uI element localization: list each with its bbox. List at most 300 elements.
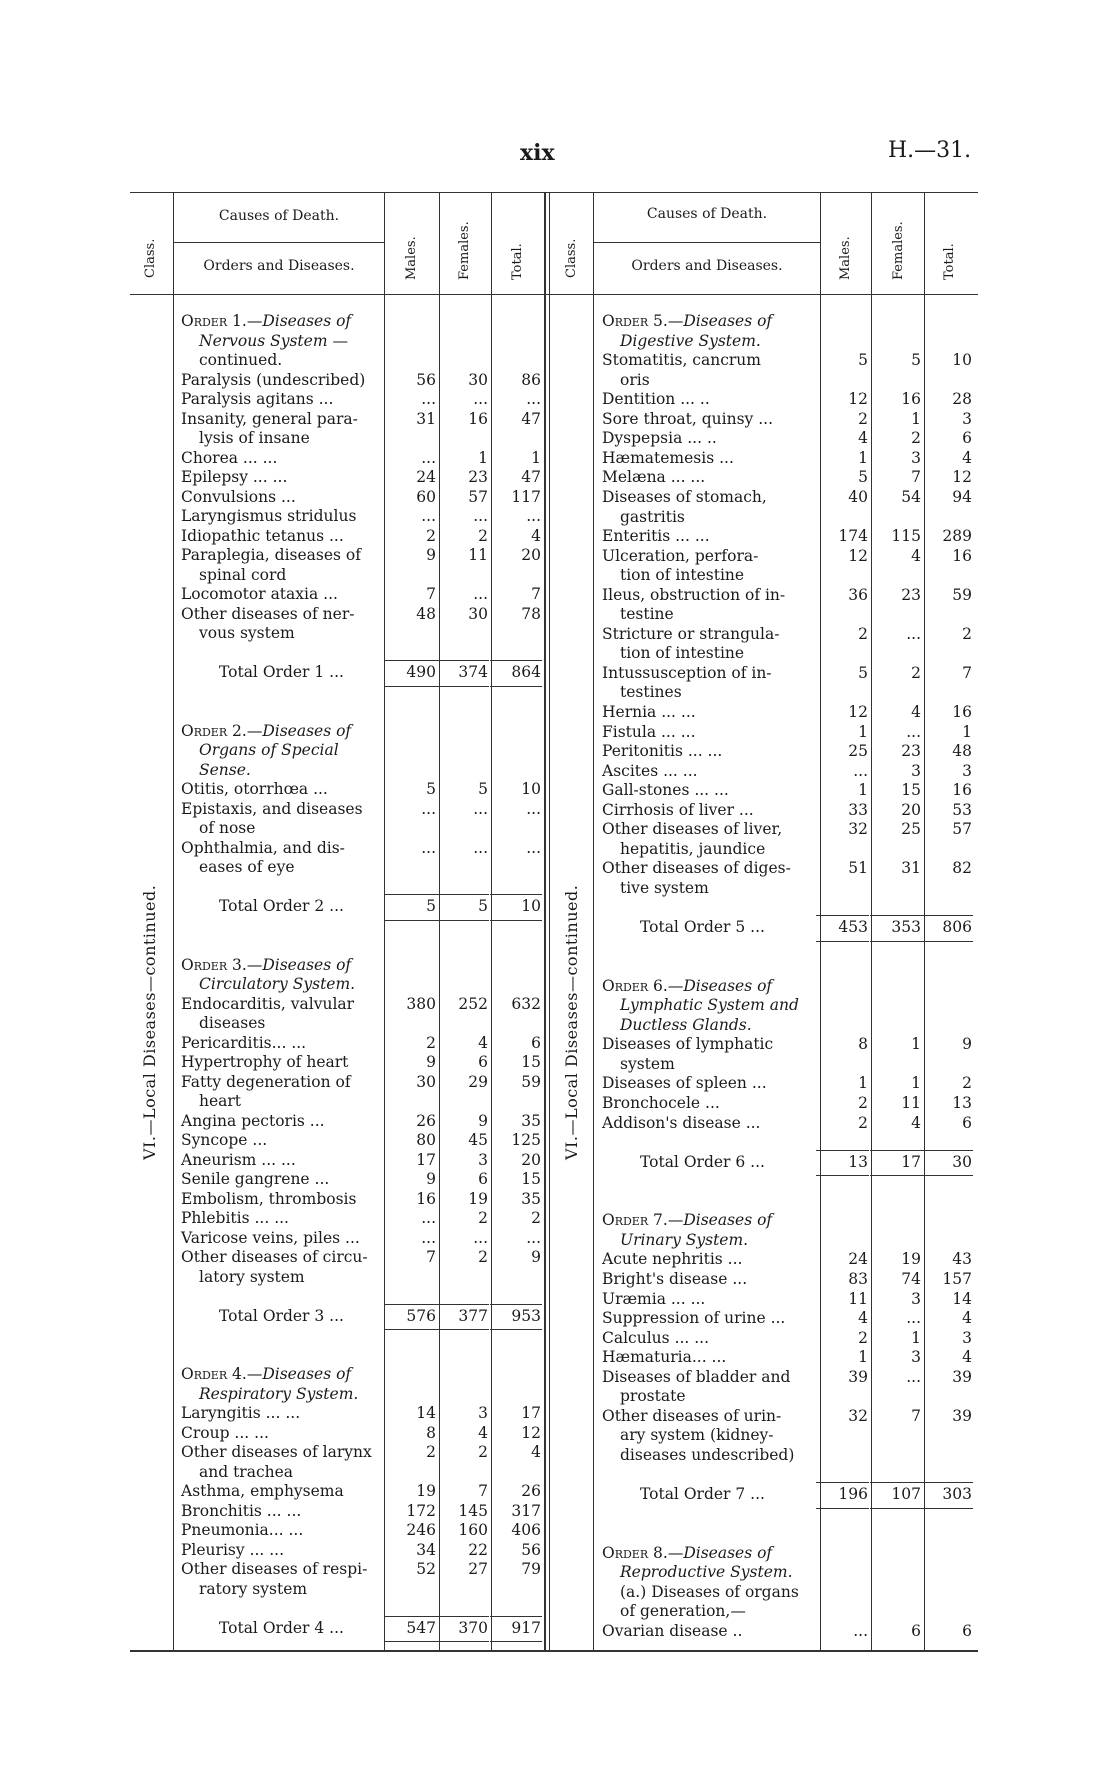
left-row-label: Other diseases of respi- [181,1560,368,1578]
right-total-value: 157 [942,1269,972,1288]
left-females-header: Females. [457,221,472,280]
right-females-value: 23 [901,742,921,761]
left-row-label: Epilepsy ... ... [181,468,288,486]
right-table-row [0,840,1114,860]
header-bottom-rule [130,294,978,295]
right-females-value: 7 [911,1406,921,1425]
left-males-value: 24 [416,468,436,486]
left-class-label: VI.—Local Diseases—continued. [140,884,159,1160]
right-males-value: 1 [858,448,868,467]
right-total-value: 39 [952,1406,972,1425]
right-males-value: 4 [858,1309,868,1328]
right-table-row [0,664,1114,684]
left-row-label: Ophthalmia, and dis- [181,838,345,857]
right-females-value: 4 [911,1113,921,1132]
right-row-label: Suppression of urine ... [602,1309,786,1328]
right-row-label: Peritonitis ... ... [602,742,723,761]
left-row-label: Phlebitis ... ... [181,1209,289,1227]
left-females-value: 7 [478,1482,488,1500]
left-total-value: 47 [521,468,541,486]
left-total-value: 7 [531,585,541,603]
right-males-value: 12 [848,703,868,721]
right-class-header: Class. [564,238,579,278]
right-row-label: prostate [620,1387,686,1406]
right-males-value: 11 [848,1289,868,1308]
right-row-label: Calculus ... ... [602,1328,710,1347]
left-total-value: 1 [531,448,541,467]
right-table-row [0,1055,1114,1075]
right-row-label: Other diseases of urin- [602,1406,782,1425]
left-males-value: 26 [416,1111,436,1130]
right-row-label: ary system (kidney- [620,1426,774,1445]
left-females-value: 27 [468,1560,488,1578]
left-females-value: 30 [468,370,488,389]
left-total-value: 17 [521,1404,541,1422]
left-females-value: 23 [468,468,488,486]
left-row-label: continued. [199,351,283,369]
right-table-row [0,1329,1114,1349]
left-row-label: Laryngitis ... ... [181,1404,301,1422]
right-table-row [0,1172,1114,1192]
left-total-value: 35 [521,1111,541,1130]
left-row-label: vous system [199,624,295,642]
left-total-value: 20 [521,1150,541,1169]
table-top-rule [130,192,978,193]
right-table-row [0,1505,1114,1525]
right-total-value: 16 [952,781,972,800]
left-males-value: 60 [416,487,436,506]
right-males-value: 174 [838,527,868,546]
left-females-value: 2 [478,1248,488,1266]
right-order-heading [0,977,1114,997]
right-females-value: 4 [911,546,921,565]
right-table-row [0,879,1114,899]
left-males-value: 16 [416,1189,436,1208]
right-females-value: 20 [901,800,921,819]
left-row-label: Angina pectoris ... [181,1111,325,1130]
left-total-value: ... [526,1228,541,1247]
right-row-label: Digestive System. [620,331,761,350]
left-row-label: Locomotor ataxia ... [181,585,338,603]
left-total-value: 12 [521,1423,541,1442]
left-females-value: 4 [478,1423,488,1442]
right-males-value: 32 [848,1406,868,1425]
left-total-value: 406 [511,1521,541,1539]
left-males-value: 80 [416,1131,436,1149]
left-females-value: 22 [468,1540,488,1559]
left-males-value: 30 [416,1072,436,1091]
right-row-label: Urinary System. [620,1230,749,1249]
left-total-value: 35 [521,1189,541,1208]
left-row-label: Hypertrophy of heart [181,1053,349,1071]
right-males-value: ... [853,761,868,780]
right-table-row [0,1306,1114,1329]
right-males-value: 2 [858,624,868,643]
left-males-value: 7 [426,585,436,603]
right-total-value: 53 [952,800,972,819]
right-row-label: Dyspepsia ... .. [602,429,717,448]
right-table-row [0,1250,1114,1270]
left-total-value: 117 [511,487,541,506]
left-males-value: 8 [426,1423,436,1442]
right-females-header: Females. [891,221,906,280]
right-total-value: 6 [962,429,972,448]
left-males-value: ... [421,838,436,857]
left-females-value: 5 [478,780,488,798]
right-males-value: 39 [848,1367,868,1386]
right-table-row [0,371,1114,391]
right-total-value: 94 [952,487,972,506]
left-row-label: Syncope ... [181,1131,268,1149]
right-females-value: 115 [891,527,921,546]
left-row-label: Paraplegia, diseases of [181,546,361,564]
left-row-label: Varicose veins, piles ... [181,1228,360,1247]
left-females-value: ... [473,838,488,857]
right-row-label: Hæmatemesis ... [602,448,734,467]
right-males-value: 12 [848,390,868,409]
right-total-value: 16 [952,703,972,721]
right-row-label: testine [620,605,674,624]
left-females-value: 29 [468,1072,488,1091]
left-total-value: 79 [521,1560,541,1578]
right-table-row [0,859,1114,879]
left-total-value: 15 [521,1053,541,1071]
right-males-value: 5 [858,663,868,682]
right-females-value: 15 [901,781,921,800]
right-total-value: 16 [952,546,972,565]
right-table-row [0,488,1114,508]
left-females-value: 2 [478,526,488,545]
right-table-row [0,723,1114,743]
right-total-value: 4 [962,1309,972,1328]
right-row-label: Order 5.—Diseases of [602,312,773,330]
right-table-row [0,410,1114,430]
right-table-row [0,996,1114,1016]
right-females-value: 2 [911,429,921,448]
right-table-row [0,1563,1114,1583]
left-total-value: 47 [521,409,541,428]
right-row-label: hepatitis, jaundice [620,839,766,858]
right-row-label: Uræmia ... ... [602,1289,706,1308]
right-table-row [0,762,1114,782]
left-row-label: Embolism, thrombosis [181,1189,357,1208]
left-total-value: 6 [531,1033,541,1052]
right-total-rule [870,915,922,916]
left-row-label: Other diseases of larynx [181,1443,372,1461]
left-total-value: ... [526,799,541,818]
right-females-value: 23 [901,585,921,604]
right-table-row [0,1035,1114,1055]
right-order-heading [0,1544,1114,1564]
right-females-value: 74 [901,1269,921,1288]
right-males-value: 32 [848,820,868,839]
left-row-label: lysis of insane [199,429,310,447]
right-males-value: 40 [848,487,868,506]
left-row-label: Sense. [199,760,251,779]
right-row-label: testines [620,683,682,702]
left-females-value: 1 [478,448,488,467]
left-row-label: Order 3.—Diseases of [181,955,352,974]
left-females-value: 2 [478,1443,488,1461]
right-row-label: Reproductive System. [620,1563,793,1582]
left-males-header: Males. [404,236,419,280]
right-table-row [0,644,1114,664]
right-males-value: 8 [858,1035,868,1054]
right-females-value: 11 [901,1094,921,1112]
right-total-value: 303 [942,1485,972,1503]
left-males-value: ... [421,1209,436,1227]
left-row-label: Chorea ... ... [181,448,278,467]
right-row-label: Fistula ... ... [602,722,696,741]
right-males-value: 5 [858,351,868,370]
left-row-label: Fatty degeneration of [181,1072,351,1091]
left-total-value: 10 [521,897,541,915]
left-orders-header: Orders and Diseases. [203,258,355,274]
right-row-label: Ascites ... ... [602,761,698,780]
left-females-value: 6 [478,1053,488,1071]
right-total-value: 57 [952,820,972,839]
left-row-label: Pneumonia... ... [181,1521,304,1539]
right-row-label: Total Order 6 ... [640,1152,765,1171]
right-total-value: 2 [962,1074,972,1093]
left-males-value: 5 [426,897,436,915]
left-males-value: 19 [416,1482,436,1500]
right-total-value: 4 [962,1348,972,1367]
left-males-value: 31 [416,409,436,428]
right-row-label: (a.) Diseases of organs [620,1582,799,1601]
right-total-rule [870,1482,922,1483]
right-males-value: 25 [848,742,868,761]
right-table-row [0,429,1114,449]
right-total-value: 39 [952,1367,972,1386]
left-row-label: spinal cord [199,565,287,584]
left-total-value: 20 [521,546,541,564]
right-females-value: 3 [911,761,921,780]
right-total-value: 2 [962,624,972,643]
left-total-value: 78 [521,604,541,623]
right-total-value: 289 [942,527,972,546]
right-total-rule [816,1482,869,1483]
left-females-value: 19 [468,1189,488,1208]
left-females-value: ... [473,1228,488,1247]
left-males-value: 2 [426,526,436,545]
left-females-value: 145 [458,1501,488,1520]
right-total-header: Total. [942,243,957,280]
right-total-value: 4 [962,448,972,467]
left-males-value: 5 [426,780,436,798]
left-total-value: 953 [511,1306,541,1325]
left-row-label: Laryngismus stridulus [181,507,357,525]
left-total-value: 2 [531,1209,541,1227]
right-females-value: 6 [911,1621,921,1640]
right-row-label: Total Order 5 ... [640,918,765,937]
left-row-label: diseases [199,1014,266,1032]
left-males-value: ... [421,1228,436,1247]
left-males-value: 14 [416,1404,436,1422]
right-total-value: 12 [952,468,972,487]
right-row-label: diseases undescribed) [620,1445,795,1464]
left-row-label: Other diseases of circu- [181,1248,368,1266]
right-row-label: Stricture or strangula- [602,624,780,643]
left-total-header: Total. [510,243,525,280]
right-total-value: 1 [962,722,972,741]
left-females-value: ... [473,507,488,525]
right-table-row [0,1622,1114,1642]
right-table-row [0,605,1114,625]
left-row-label: Convulsions ... [181,487,296,506]
left-row-label: Total Order 2 ... [219,897,344,915]
right-row-label: Bronchocele ... [602,1094,720,1112]
right-table-row [0,1074,1114,1094]
right-row-label: Other diseases of diges- [602,859,791,878]
right-males-value: 2 [858,1328,868,1347]
right-table-row [0,1524,1114,1544]
right-total-value: 30 [952,1152,972,1171]
left-total-value: ... [526,507,541,525]
right-row-label: Diseases of spleen ... [602,1074,767,1093]
right-total-rule [816,915,869,916]
right-females-value: 16 [901,390,921,409]
right-total-rule [921,1150,973,1151]
left-females-value: 30 [468,604,488,623]
right-males-value: 1 [858,781,868,800]
left-total-value: 10 [521,780,541,798]
left-row-label: Aneurism ... ... [181,1150,296,1169]
left-females-value: 5 [478,897,488,915]
left-males-value: 246 [406,1521,436,1539]
right-table-row [0,547,1114,567]
right-row-label: Diseases of stomach, [602,487,767,506]
right-males-header: Males. [838,236,853,280]
right-females-value: 19 [901,1250,921,1269]
right-row-label: Sore throat, quinsy ... [602,409,773,428]
left-females-value: 374 [458,663,488,681]
right-row-label: Intussusception of in- [602,663,772,682]
right-females-value: ... [906,1367,921,1386]
right-males-value: 1 [858,722,868,741]
right-table-row [0,1602,1114,1622]
right-row-label: Ovarian disease .. [602,1621,743,1640]
right-table-row [0,781,1114,801]
right-row-label: Other diseases of liver, [602,820,783,839]
right-males-value: 196 [838,1485,868,1503]
left-males-value: 7 [426,1248,436,1266]
right-total-value: 3 [962,761,972,780]
right-males-value: 13 [848,1152,868,1171]
right-males-value: ... [853,1621,868,1640]
right-total-value: 6 [962,1113,972,1132]
right-males-value: 2 [858,409,868,428]
right-males-value: 51 [848,859,868,878]
right-total-value: 7 [962,663,972,682]
left-row-label: Total Order 3 ... [219,1306,344,1325]
right-total-value: 48 [952,742,972,761]
left-females-value: 4 [478,1033,488,1052]
left-females-value: 370 [458,1618,488,1637]
right-females-value: 1 [911,1035,921,1054]
right-row-label: Total Order 7 ... [640,1485,765,1503]
left-total-value: 86 [521,370,541,389]
right-total-value: 3 [962,1328,972,1347]
right-females-value: 25 [901,820,921,839]
right-males-value: 4 [858,429,868,448]
left-females-value: 9 [478,1111,488,1130]
right-row-label: Addison's disease ... [602,1113,761,1132]
left-males-value: 9 [426,546,436,564]
left-males-value: 490 [406,663,436,681]
right-males-value: 2 [858,1113,868,1132]
left-males-value: 52 [416,1560,436,1578]
left-total-value: 632 [511,994,541,1013]
left-row-label: Organs of Special [199,741,339,759]
right-table-row [0,820,1114,840]
right-table-row [0,1407,1114,1427]
right-table-row [0,449,1114,469]
left-row-label: latory system [199,1267,305,1286]
right-table-row [0,625,1114,645]
right-causes-underline [594,242,820,243]
left-females-value: 2 [478,1209,488,1227]
right-males-value: 33 [848,800,868,819]
left-total-value: 917 [511,1618,541,1637]
right-females-value: ... [906,624,921,643]
right-table-row [0,1446,1114,1466]
right-females-value: 3 [911,1289,921,1308]
right-table-row [0,1423,1114,1446]
right-row-label: Ulceration, perfora- [602,546,759,565]
right-table-row [0,1267,1114,1290]
right-table-row [0,351,1114,371]
left-total-value: 125 [511,1131,541,1149]
left-total-value: 4 [531,1443,541,1461]
right-row-label: Diseases of lymphatic [602,1035,774,1054]
right-table-row [0,957,1114,977]
left-females-value: ... [473,390,488,408]
left-females-value: 377 [458,1306,488,1325]
right-table-row [0,1384,1114,1407]
left-row-label: Croup ... ... [181,1423,269,1442]
left-females-value: 3 [478,1150,488,1169]
left-row-label: Other diseases of ner- [181,604,355,623]
right-table-row [0,1348,1114,1368]
right-row-label: Order 8.—Diseases of [602,1543,773,1562]
left-total-value: 317 [511,1501,541,1520]
left-males-value: 380 [406,994,436,1013]
left-row-label: Paralysis (undescribed) [181,370,366,389]
left-males-value: 9 [426,1170,436,1188]
page-number: xix [520,140,555,166]
right-total-value: 43 [952,1250,972,1269]
left-row-label: Order 2.—Diseases of [181,721,352,740]
left-males-value: 172 [406,1501,436,1520]
right-females-value: 17 [901,1152,921,1171]
left-males-value: 547 [406,1618,436,1637]
right-row-label: Hernia ... ... [602,703,696,721]
left-males-value: 17 [416,1150,436,1169]
right-table-row [0,1583,1114,1603]
left-males-value: ... [421,390,436,408]
right-total-value: 82 [952,859,972,878]
right-table-row [0,742,1114,762]
right-total-value: 806 [942,918,972,937]
right-row-label: Cirrhosis of liver ... [602,800,754,819]
right-row-label: system [620,1054,675,1073]
right-total-rule [816,1150,869,1151]
right-row-label: of generation,— [620,1602,746,1621]
right-order-heading [0,1211,1114,1231]
left-row-label: Order 1.—Diseases of [181,312,352,330]
right-row-label: oris [620,370,650,389]
